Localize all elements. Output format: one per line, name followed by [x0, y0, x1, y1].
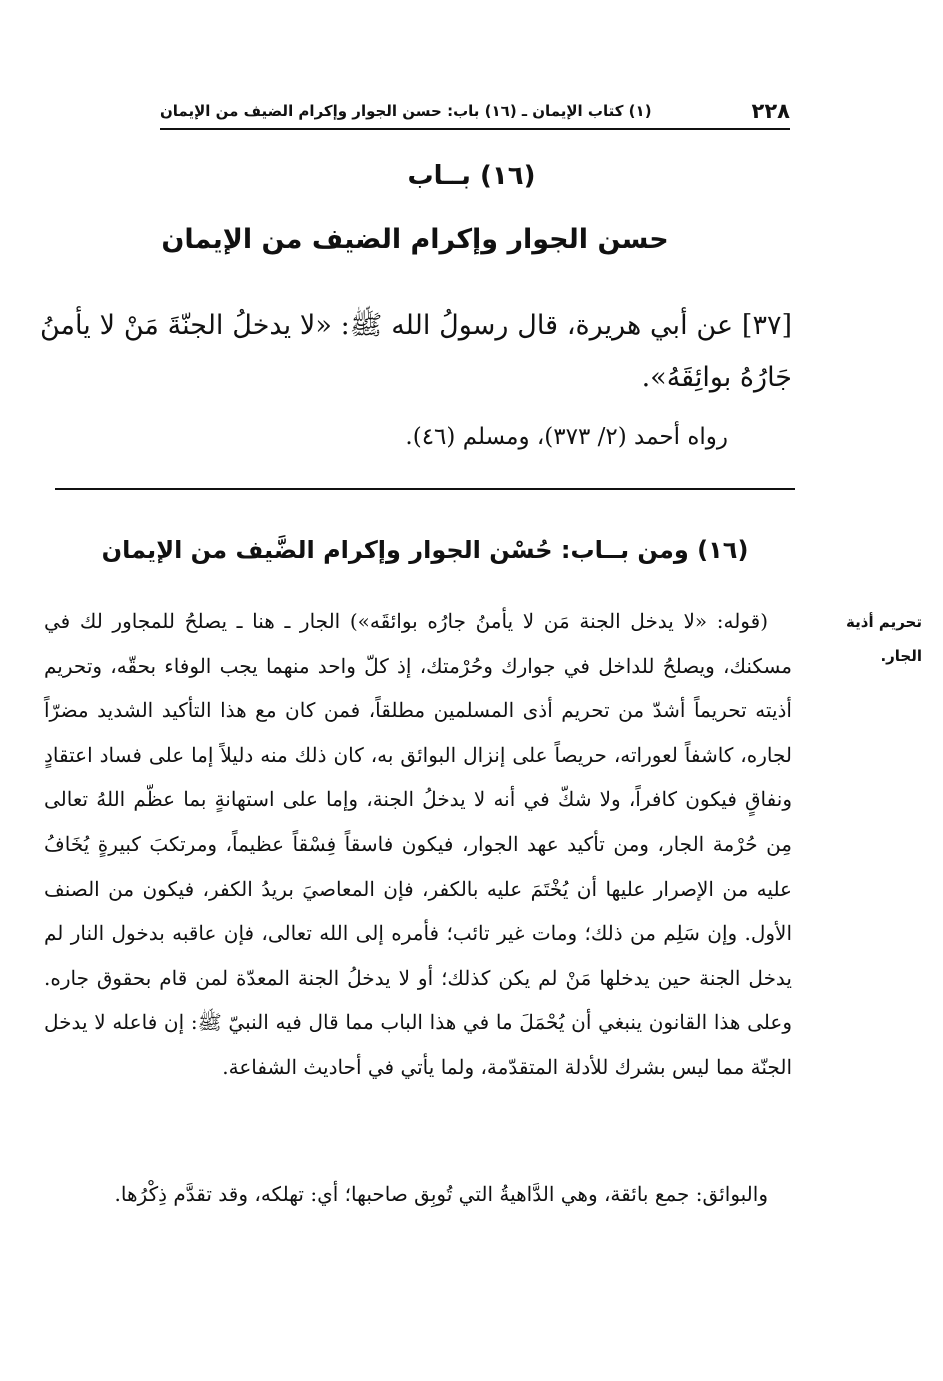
hadith-text: [٣٧] عن أبي هريرة، قال رسولُ الله ﷺ: «لا يدخلُ الجنّةَ مَنْ لا يأمنُ جَارُهُ بوائِقَهُ». — [40, 310, 792, 393]
commentary-heading: (١٦) ومن بــاب: حُسْن الجوار وإكرام الضَّيف من الإيمان — [101, 536, 749, 564]
commentary-paragraph: (قوله: «لا يدخل الجنة مَن لا يأمنُ جارُه بوائقَه») الجار ـ هنا ـ يصلحُ للمجاور لك في مسكنك، ويصلحُ للداخل في جوارك وحُرْمتك، إذ كلّ واحد منهما يجب الوفاء بحقّه، وتحريم أذيته تحريماً أشدّ من تحريم أذى المسلمين مطلقاً، فمن كان مع هذا التأكيد الشديد مضرّاً لجاره، كاشفاً لعوراته، حريصاً على إنزال البوائق به، كان ذلك منه دليلاً إما على فساد اعتقادٍ ونفاقٍ فيكون كافراً، ولا شكّ في أنه لا يدخلُ الجنة، وإما على استهانةٍ بما عظّم اللهُ تعالى مِن حُرْمة الجار، ومن تأكيد عهد الجوار، فيكون فاسقاً فِسْقاً عظيماً، ومرتكبَ كبيرةٍ يُخَافُ عليه من الإصرار عليها أن يُخْتَمَ عليه بالكفر، فإن المعاصيَ بريدُ الكفر، فيكون من الصنف الأول. وإن سَلِم من ذلك؛ ومات غير تائب؛ فأمره إلى الله تعالى، فإن عاقبه بدخول النار لم يدخل الجنة حين يدخلها مَنْ لم يكن كذلك؛ أو لا يدخلُ الجنة المعدّة لمن قام بحقوق جاره. وعلى هذا القانون ينبغي أن يُحْمَلَ ما في هذا الباب مما قال فيه النبيّ ﷺ: إن فاعله لا يدخل الجنّة مما ليس بشرك للأدلة المتقدّمة، ولما يأتي في أحاديث الشفاعة. — [44, 609, 793, 1079]
running-title: (١) كتاب الإيمان ـ (١٦) باب: حسن الجوار وإكرام الضيف من الإيمان — [160, 102, 652, 120]
commentary-body — [44, 599, 792, 1090]
page-number: ٢٢٨ — [751, 99, 790, 123]
section-divider — [55, 488, 795, 490]
running-header — [160, 94, 790, 130]
commentary-paragraph-bawaiq: والبوائق: جمع بائقة، وهي الدَّاهيةُ التي تُوبِق صاحبها؛ أي: تهلكه، وقد تقدَّم ذِكْرُها. — [114, 1182, 768, 1206]
chapter-title: حسن الجوار وإكرام الضيف من الإيمان — [161, 224, 669, 255]
chapter-heading: (١٦) بــاب — [407, 161, 536, 191]
margin-note: تحريم أذية الجار. — [846, 613, 922, 665]
hadith-source: رواه أحمد (٢/ ٣٧٣)، ومسلم (٤٦). — [405, 424, 728, 450]
